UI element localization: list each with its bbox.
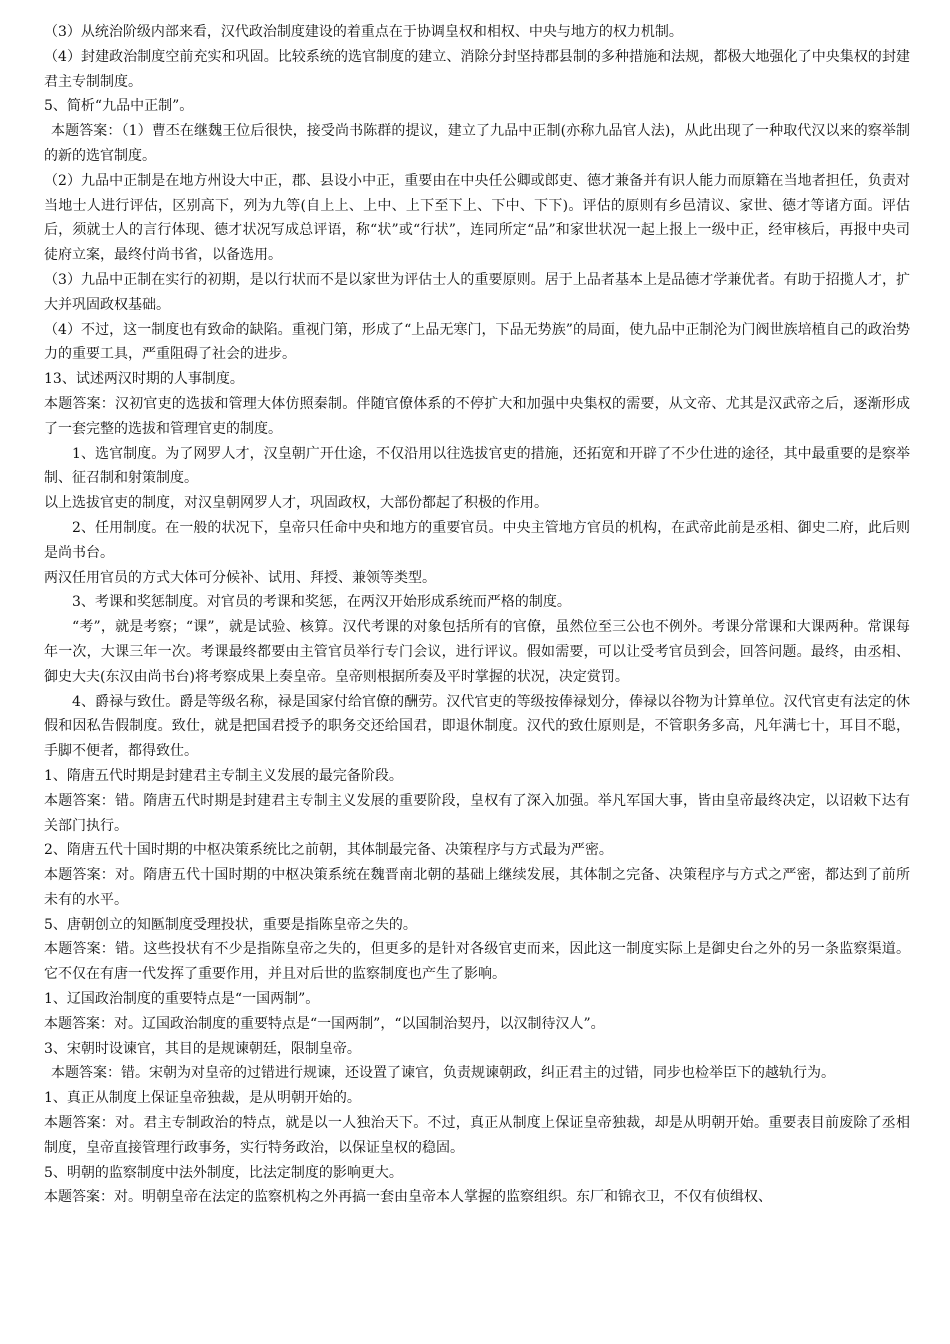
paragraph: 13、试述两汉时期的人事制度。 — [44, 371, 244, 388]
paragraph: 3、宋朝时设谏官，其目的是规谏朝廷，限制皇帝。 — [44, 1040, 361, 1057]
paragraph: 本题答案：对。明朝皇帝在法定的监察机构之外再搞一套由皇帝本人掌握的监察组织。东厂和锦衣卫，不仅有侦缉权、 — [44, 1189, 772, 1206]
paragraph: 1、真正从制度上保证皇帝独裁，是从明朝开始的。 — [44, 1090, 361, 1107]
paragraph: 本题答案：对。辽国政治制度的重要特点是“一国两制”，“以国制治契丹，以汉制待汉人”。 — [44, 1015, 605, 1032]
paragraph: （3）九品中正制在实行的初期，是以行状而不是以家世为评估士人的重要原则。居于上品者基本上是品德才学兼优者。有助于招揽人才，扩大并巩固政权基础。 — [44, 271, 910, 313]
paragraph: 本题答案：（1）曹丕在继魏王位后很快，接受尚书陈群的提议，建立了九品中正制(亦称九品官人法)，从此出现了一种取代汉以来的察举制的新的选官制度。 — [44, 123, 910, 164]
paragraph: 两汉任用官员的方式大体可分候补、试用、拜授、兼领等类型。 — [44, 569, 436, 586]
paragraph: 本题答案：错。这些投状有不少是指陈皇帝之失的，但更多的是针对各级官吏而来，因此这一制度实际上是御史台之外的另一条监察渠道。它不仅在有唐一代发挥了重要作用，并且对后世的监察制度也产生了影响。 — [44, 941, 910, 983]
paragraph: 4、爵禄与致仕。爵是等级名称，禄是国家付给官僚的酬劳。汉代官吏的等级按俸禄划分，俸禄以谷物为计算单位。汉代官吏有法定的休假和因私告假制度。致仕，就是把国君授予的职务交还给国君，即退休制度。汉代的致仕原则是，不管职务多高，凡年满七十，耳目不聪，手脚不便者，都得致仕。 — [44, 693, 910, 760]
paragraph: 5、明朝的监察制度中法外制度，比法定制度的影响更大。 — [44, 1164, 403, 1181]
paragraph: 本题答案：对。君主专制政治的特点，就是以一人独治天下。不过，真正从制度上保证皇帝独裁，却是从明朝开始。重要表目前废除了丞相制度，皇帝直接管理行政事务，实行特务政治，以保证皇权的稳固。 — [44, 1115, 910, 1156]
paragraph: 2、任用制度。在一般的状况下，皇帝只任命中央和地方的重要官员。中央主管地方官员的机构，在武帝此前是丞相、御史二府，此后则是尚书台。 — [44, 519, 910, 561]
paragraph: 本题答案：对。隋唐五代十国时期的中枢决策系统在魏晋南北朝的基础上继续发展，其体制之完备、决策程序与方式之严密，都达到了前所未有的水平。 — [44, 867, 910, 908]
paragraph: 5、唐朝创立的知匦制度受理投状，重要是指陈皇帝之失的。 — [44, 916, 417, 933]
paragraph: 2、隋唐五代十国时期的中枢决策系统比之前朝，其体制最完备、决策程序与方式最为严密。 — [44, 842, 613, 859]
document-body — [44, 20, 910, 1210]
paragraph: （4）封建政治制度空前充实和巩固。比较系统的选官制度的建立、消除分封坚持郡县制的多种措施和法规，都极大地强化了中央集权的封建君主专制制度。 — [44, 48, 910, 90]
paragraph: 1、辽国政治制度的重要特点是“一国两制”。 — [44, 991, 320, 1008]
paragraph: （3）从统治阶级内部来看，汉代政治制度建设的着重点在于协调皇权和相权、中央与地方的权力机制。 — [44, 24, 683, 40]
paragraph: （4）不过，这一制度也有致命的缺陷。重视门第，形成了“上品无寒门，下品无势族”的局面，使九品中正制沦为门阀世族培植自己的政治势力的重要工具，严重阻碍了社会的进步。 — [44, 321, 910, 363]
paragraph: 以上选拔官吏的制度，对汉皇朝网罗人才，巩固政权，大部份都起了积极的作用。 — [44, 495, 548, 512]
paragraph: 1、选官制度。为了网罗人才，汉皇朝广开仕途，不仅沿用以往选拔官吏的措施，还拓宽和开辟了不少仕进的途径，其中最重要的是察举制、征召制和射策制度。 — [44, 445, 910, 487]
paragraph: 本题答案：错。宋朝为对皇帝的过错进行规谏，还设置了谏官，负责规谏朝政，纠正君主的过错，同步也检举臣下的越轨行为。 — [51, 1065, 835, 1082]
paragraph: 1、隋唐五代时期是封建君主专制主义发展的最完备阶段。 — [44, 767, 403, 784]
paragraph: 本题答案：汉初官吏的选拔和管理大体仿照秦制。伴随官僚体系的不停扩大和加强中央集权的需要，从文帝、尤其是汉武帝之后，逐渐形成了一套完整的选拔和管理官吏的制度。 — [44, 395, 910, 437]
paragraph: （2）九品中正制是在地方州设大中正，郡、县设小中正，重要由在中央任公卿或郎吏、德才兼备并有识人能力而原籍在当地者担任，负责对当地士人进行评估，区别高下，列为九等(自上上、上中、上下至下上、下中、下下)。评估的原则有乡邑清议、家世、德才等诸方面。评估后，须就士人的言行体现、德才状况写成总评语，称“状”或“行状”，连同所定“品”和家世状况一起上报上一级中正，经审核后，再报中央司徒府立案，最终付尚书省，以备选用。 — [44, 172, 910, 264]
paragraph: 5、简析“九品中正制”。 — [44, 98, 194, 115]
paragraph: 本题答案：错。隋唐五代时期是封建君主专制主义发展的重要阶段，皇权有了深入加强。举凡军国大事，皆由皇帝最终决定，以诏敕下达有关部门执行。 — [44, 792, 910, 834]
paragraph: 3、考课和奖惩制度。对官员的考课和奖惩，在两汉开始形成系统而严格的制度。 — [72, 594, 571, 611]
paragraph: “考”，就是考察；“课”，就是试验、核算。汉代考课的对象包括所有的官僚，虽然位至三公也不例外。考课分常课和大课两种。常课每年一次，大课三年一次。考课最终都要由主管官员举行专门会议，进行评议。假如需要，可以让受考官员到会，回答问题。最终，由丞相、御史大夫(东汉由尚书台)将考察成果上奏皇帝。皇帝则根据所奏及平时掌握的状况，决定赏罚。 — [44, 619, 910, 685]
